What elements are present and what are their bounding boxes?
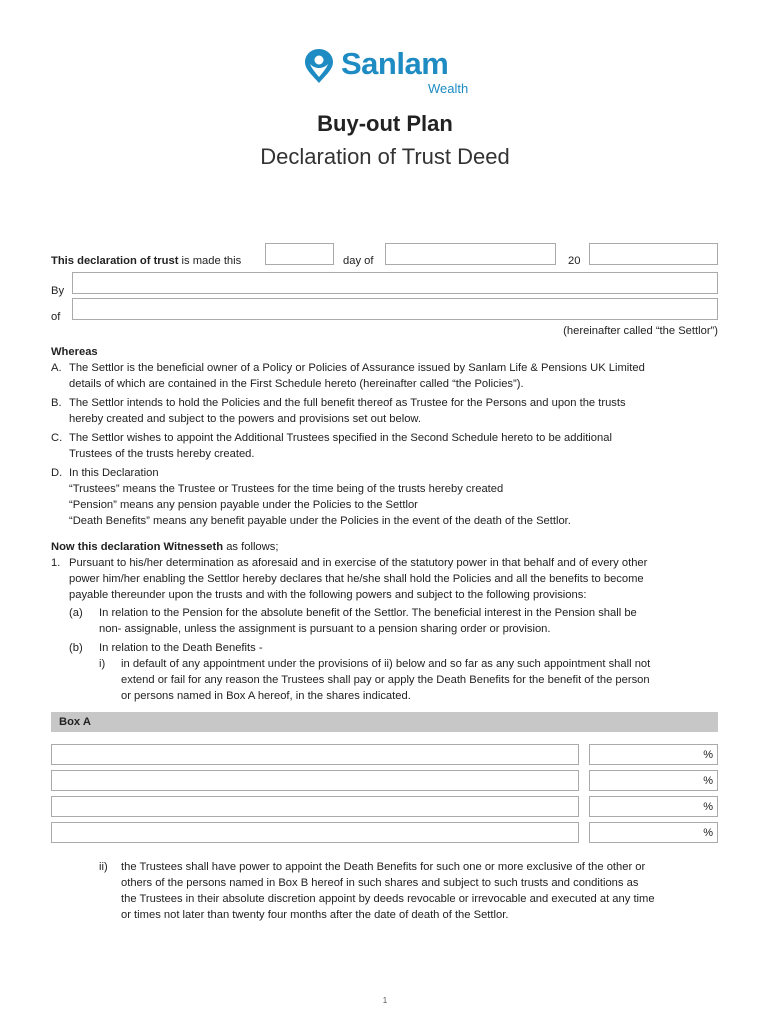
clause-bi-label: i) — [99, 658, 106, 670]
intro-lead-bold: This declaration of trust — [51, 255, 179, 267]
whereas-heading: Whereas — [51, 346, 98, 358]
clause-b-line: In relation to the Death Benefits - — [99, 642, 263, 654]
clause-bi-line: or persons named in Box A hereof, in the shares indicated. — [121, 690, 411, 702]
clause-bii-line: the Trustees in their absolute discretion appoint by deeds revocable or irrevocable and executed at any time — [121, 893, 655, 905]
whereas-a-line: The Settlor is the beneficial owner of a Policy or Policies of Assurance issued by Sanlam Life & Pensions UK Limited — [69, 362, 645, 374]
of-field[interactable] — [72, 298, 718, 320]
whereas-letter-b: B. — [51, 397, 62, 409]
intro-lead — [51, 253, 241, 269]
whereas-b-line: The Settlor intends to hold the Policies and the full benefit thereof as Trustee for the Persons and upon the trusts — [69, 397, 626, 409]
box-a-share-field[interactable] — [589, 770, 718, 791]
of-label: of — [51, 311, 61, 323]
whereas-c-line: The Settlor wishes to appoint the Additional Trustees specified in the Second Schedule hereto to be additional — [69, 432, 612, 444]
percent-sign: % — [703, 749, 713, 761]
clause-1-number: 1. — [51, 557, 61, 569]
box-a-name-field[interactable] — [51, 796, 579, 817]
whereas-b-line: hereby created and subject to the powers and provisions set out below. — [69, 413, 422, 425]
witnesseth-heading-rest: as follows; — [226, 541, 279, 553]
witnesseth-heading — [51, 539, 278, 555]
clause-bi-line: extend or fail for any reason the Trustees shall pay or apply the Death Benefits for the benefit of the person — [121, 674, 650, 686]
clause-b-label: (b) — [69, 642, 83, 654]
whereas-letter-c: C. — [51, 432, 63, 444]
witnesseth-heading-bold: Now this declaration Witnesseth — [51, 541, 224, 553]
box-a-name-field[interactable] — [51, 744, 579, 765]
percent-sign: % — [703, 827, 713, 839]
box-a-name-field[interactable] — [51, 822, 579, 843]
logo-subtitle: Wealth — [428, 81, 469, 96]
clause-bii-line: the Trustees shall have power to appoint the Death Benefits for such one or more exclusive of the other or — [121, 861, 646, 873]
whereas-letter-a: A. — [51, 362, 62, 374]
clause-a-label: (a) — [69, 607, 83, 619]
percent-sign: % — [703, 801, 713, 813]
day-of-label: day of — [343, 255, 374, 267]
clause-1-line: Pursuant to his/her determination as aforesaid and in exercise of the statutory power in that behalf and of every other — [69, 557, 648, 569]
settlor-note: (hereinafter called “the Settlor”) — [563, 325, 718, 337]
percent-sign: % — [703, 775, 713, 787]
whereas-c-line: Trustees of the trusts hereby created. — [69, 448, 255, 460]
page-number: 1 — [382, 996, 388, 1005]
box-a-share-field[interactable] — [589, 796, 718, 817]
page-title: Buy-out Plan — [317, 111, 453, 136]
clause-bi-line: in default of any appointment under the provisions of ii) below and so far as any such appointment shall not — [121, 658, 651, 670]
year-field[interactable] — [589, 243, 718, 265]
clause-bii-line: or times not later than twenty four months after the date of death of the Settlor. — [121, 909, 509, 921]
box-a-share-field[interactable] — [589, 822, 718, 843]
clause-a-line: In relation to the Pension for the absolute benefit of the Settlor. The beneficial interest in the Pension shall be — [99, 607, 637, 619]
sanlam-shield-icon — [301, 47, 337, 85]
clause-bii-label: ii) — [99, 861, 108, 873]
whereas-letter-d: D. — [51, 467, 63, 479]
clause-a-line: non- assignable, unless the assignment is pursuant to a pension sharing order or provision. — [99, 623, 551, 635]
box-a-share-field[interactable] — [589, 744, 718, 765]
logo-wordmark: Sanlam — [341, 46, 449, 81]
day-field[interactable] — [265, 243, 334, 265]
intro-lead-rest: is made this — [181, 255, 242, 267]
whereas-a-line: details of which are contained in the First Schedule hereto (hereinafter called “the Policies”). — [69, 378, 524, 390]
whereas-d-line: In this Declaration — [69, 467, 159, 479]
whereas-d-line: “Pension” means any pension payable under the Policies to the Settlor — [69, 499, 418, 511]
box-a-name-field[interactable] — [51, 770, 579, 791]
by-label: By — [51, 285, 65, 297]
by-field[interactable] — [72, 272, 718, 294]
whereas-d-line: “Trustees” means the Trustee or Trustees for the time being of the trusts hereby created — [69, 483, 504, 495]
year-prefix: 20 — [568, 255, 581, 267]
clause-1-line: payable thereunder upon the trusts and with the following powers and subject to the following provisions: — [69, 589, 587, 601]
whereas-d-line: “Death Benefits” means any benefit payable under the Policies in the event of the death of the Settlor. — [69, 515, 571, 527]
page-subtitle: Declaration of Trust Deed — [260, 144, 510, 169]
box-a-header: Box A — [51, 712, 718, 732]
clause-bii-line: others of the persons named in Box B hereof in such shares and subject to such trusts and conditions as — [121, 877, 639, 889]
clause-1-line: power him/her enabling the Settlor hereby declares that he/she shall hold the Policies and all the benefits to become — [69, 573, 644, 585]
month-field[interactable] — [385, 243, 556, 265]
